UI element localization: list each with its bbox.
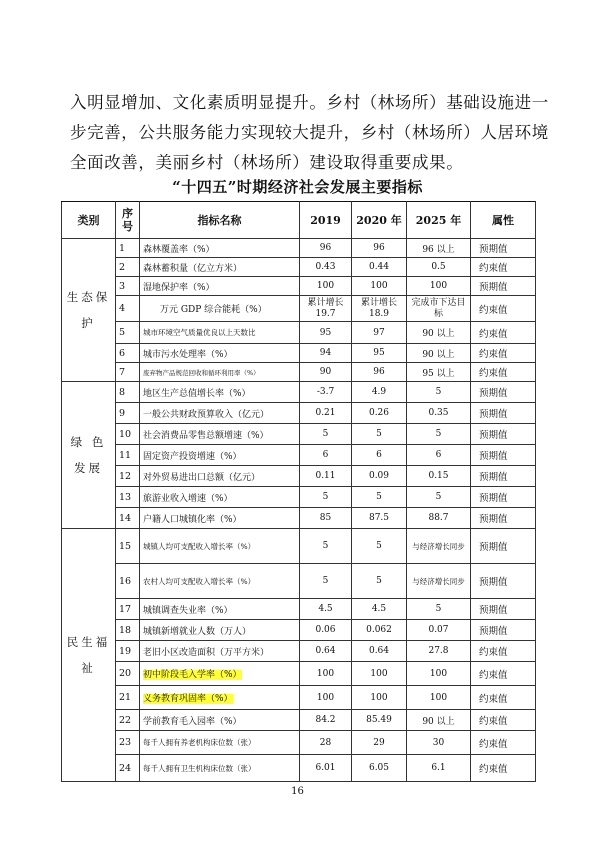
row-no: 24 [116, 755, 140, 782]
table-row [62, 403, 536, 424]
row-2025: 6 [407, 445, 471, 466]
header-name: 指标名称 [140, 202, 300, 239]
table-header-row [62, 202, 536, 239]
row-2020: 4.9 [352, 382, 407, 403]
row-name: 每千人拥有卫生机构床位数（张） [140, 755, 300, 782]
row-2020: 5 [352, 529, 407, 564]
row-2020: 96 [352, 239, 407, 258]
row-no: 6 [116, 344, 140, 363]
row-2025: 5 [407, 599, 471, 620]
row-2025: 100 [407, 686, 471, 710]
row-2020: 100 [352, 277, 407, 296]
row-no: 22 [116, 710, 140, 731]
row-attr: 预期值 [471, 508, 536, 529]
row-attr: 约束值 [471, 641, 536, 662]
row-name: 废弃物产品规范回收和循环利用率（%） [140, 363, 300, 382]
row-2020: 0.062 [352, 620, 407, 641]
row-2025: 0.07 [407, 620, 471, 641]
intro-line-1: 入明显增加、文化素质明显提升。乡村（林场所）基础设施进一 [70, 93, 549, 112]
row-name: 每千人拥有养老机构床位数（张） [140, 731, 300, 755]
row-attr: 约束值 [471, 296, 536, 322]
table-row [62, 466, 536, 487]
page-number: 16 [291, 786, 304, 797]
row-name: 森林覆盖率（%） [140, 239, 300, 258]
row-2025: 5 [407, 424, 471, 445]
row-no: 5 [116, 322, 140, 344]
row-no: 14 [116, 508, 140, 529]
row-name: 户籍人口城镇化率（%） [140, 508, 300, 529]
row-2020: 100 [352, 662, 407, 686]
row-2019: 0.11 [300, 466, 352, 487]
row-name: 对外贸易进出口总额（亿元） [140, 466, 300, 487]
row-2025: 90 以上 [407, 322, 471, 344]
row-2020: 5 [352, 564, 407, 599]
row-2019: 90 [300, 363, 352, 382]
table-row [62, 564, 536, 599]
row-2019: 0.64 [300, 641, 352, 662]
table-row [62, 487, 536, 508]
table-row [62, 258, 536, 277]
table-row [62, 641, 536, 662]
row-2020: 85.49 [352, 710, 407, 731]
row-2019: 累计增长 19.7 [300, 296, 352, 322]
table-row [62, 424, 536, 445]
row-no: 18 [116, 620, 140, 641]
row-no: 2 [116, 258, 140, 277]
row-no: 8 [116, 382, 140, 403]
row-2025: 6.1 [407, 755, 471, 782]
row-2019: 84.2 [300, 710, 352, 731]
row-2020: 4.5 [352, 599, 407, 620]
row-attr: 预期值 [471, 445, 536, 466]
table-title: “十四五”时期经济社会发展主要指标 [172, 178, 423, 196]
row-2019: 5 [300, 564, 352, 599]
indicators-table [61, 201, 536, 782]
row-attr: 预期值 [471, 403, 536, 424]
header-category: 类别 [62, 202, 116, 239]
row-attr: 约束值 [471, 344, 536, 363]
row-no: 1 [116, 239, 140, 258]
row-no: 21 [116, 686, 140, 710]
intro-line-3: 全面改善，美丽乡村（林场所）建设取得重要成果。 [70, 153, 464, 172]
row-no: 20 [116, 662, 140, 686]
table-row [62, 599, 536, 620]
category-green [62, 382, 116, 529]
row-name: 地区生产总值增长率（%） [140, 382, 300, 403]
row-name: 城市污水处理率（%） [140, 344, 300, 363]
row-attr: 预期值 [471, 466, 536, 487]
row-attr: 预期值 [471, 529, 536, 564]
row-2025: 96 以上 [407, 239, 471, 258]
table-row [62, 382, 536, 403]
row-2020: 5 [352, 487, 407, 508]
row-2020: 6.05 [352, 755, 407, 782]
row-attr: 预期值 [471, 382, 536, 403]
category-eco-label: 生态保护 [66, 290, 111, 330]
highlight-mark: 初中阶段毛入学率（%） [143, 670, 242, 680]
category-green-label: 绿 色发展 [70, 435, 107, 475]
row-2019: 100 [300, 277, 352, 296]
row-2025: 95 以上 [407, 363, 471, 382]
table-row [62, 363, 536, 382]
row-no: 10 [116, 424, 140, 445]
row-2025: 90 以上 [407, 344, 471, 363]
row-2019: 100 [300, 686, 352, 710]
row-2019: 95 [300, 322, 352, 344]
row-2019: 5 [300, 487, 352, 508]
row-no: 16 [116, 564, 140, 599]
row-no: 13 [116, 487, 140, 508]
table-row [62, 239, 536, 258]
row-2020: 100 [352, 686, 407, 710]
row-attr: 约束值 [471, 363, 536, 382]
row-no: 19 [116, 641, 140, 662]
row-2020: 87.5 [352, 508, 407, 529]
row-2019: 28 [300, 731, 352, 755]
table-row [62, 731, 536, 755]
header-2020: 2020 年 [352, 202, 407, 239]
row-2025: 0.5 [407, 258, 471, 277]
table-row [62, 686, 536, 710]
row-2025: 与经济增长同步 [407, 529, 471, 564]
row-2020: 累计增长 18.9 [352, 296, 407, 322]
header-2019: 2019 [300, 202, 352, 239]
table-row [62, 710, 536, 731]
row-no: 7 [116, 363, 140, 382]
row-name-highlighted [140, 662, 300, 686]
row-2025: 30 [407, 731, 471, 755]
row-name: 城镇人均可支配收入增长率（%） [140, 529, 300, 564]
table-row [62, 296, 536, 322]
row-2020: 0.26 [352, 403, 407, 424]
row-2020: 5 [352, 424, 407, 445]
row-2025: 0.15 [407, 466, 471, 487]
row-attr: 预期值 [471, 620, 536, 641]
row-attr: 约束值 [471, 755, 536, 782]
row-no: 23 [116, 731, 140, 755]
row-no: 12 [116, 466, 140, 487]
row-2025: 0.35 [407, 403, 471, 424]
row-2019: 5 [300, 529, 352, 564]
row-2019: 6.01 [300, 755, 352, 782]
row-no: 17 [116, 599, 140, 620]
row-attr: 约束值 [471, 731, 536, 755]
row-attr: 预期值 [471, 599, 536, 620]
row-2025: 5 [407, 382, 471, 403]
header-2025: 2025 年 [407, 202, 471, 239]
row-name: 城镇调查失业率（%） [140, 599, 300, 620]
row-attr: 约束值 [471, 322, 536, 344]
row-2025: 27.8 [407, 641, 471, 662]
row-2019: 0.43 [300, 258, 352, 277]
row-2019: 96 [300, 239, 352, 258]
row-name: 社会消费品零售总额增速（%） [140, 424, 300, 445]
row-2025: 90 以上 [407, 710, 471, 731]
table-row [62, 620, 536, 641]
row-2019: 0.06 [300, 620, 352, 641]
table-row [62, 445, 536, 466]
row-attr: 预期值 [471, 564, 536, 599]
row-attr: 预期值 [471, 487, 536, 508]
table-row [62, 277, 536, 296]
intro-line-2: 步完善，公共服务能力实现较大提升，乡村（林场所）人居环境 [70, 123, 549, 142]
row-2020: 0.64 [352, 641, 407, 662]
highlight-mark: 义务教育巩固率（%） [143, 694, 233, 704]
row-2025: 完成市下达目标 [407, 296, 471, 322]
table-row [62, 755, 536, 782]
row-name: 湿地保护率（%） [140, 277, 300, 296]
row-no: 9 [116, 403, 140, 424]
row-2025: 100 [407, 277, 471, 296]
row-2020: 29 [352, 731, 407, 755]
row-name: 农村人均可支配收入增长率（%） [140, 564, 300, 599]
row-2020: 0.09 [352, 466, 407, 487]
row-name: 学前教育毛入园率（%） [140, 710, 300, 731]
row-name: 老旧小区改造面积（万平方米） [140, 641, 300, 662]
table-row [62, 344, 536, 363]
row-attr: 约束值 [471, 662, 536, 686]
table-row [62, 662, 536, 686]
row-attr: 预期值 [471, 239, 536, 258]
row-name: 万元 GDP 综合能耗（%） [140, 296, 300, 322]
row-attr: 约束值 [471, 258, 536, 277]
table-row [62, 508, 536, 529]
row-name: 固定资产投资增速（%） [140, 445, 300, 466]
row-attr: 约束值 [471, 710, 536, 731]
row-no: 11 [116, 445, 140, 466]
row-2020: 6 [352, 445, 407, 466]
row-name: 森林蓄积量（亿立方米） [140, 258, 300, 277]
category-welfare-label: 民生福祉 [66, 635, 111, 675]
row-name: 城镇新增就业人数（万人） [140, 620, 300, 641]
row-2025: 100 [407, 662, 471, 686]
row-2025: 与经济增长同步 [407, 564, 471, 599]
row-name-highlighted [140, 686, 300, 710]
category-eco [62, 239, 116, 382]
row-2025: 88.7 [407, 508, 471, 529]
table-row [62, 529, 536, 564]
row-attr: 预期值 [471, 277, 536, 296]
row-2019: 6 [300, 445, 352, 466]
row-no: 15 [116, 529, 140, 564]
row-2020: 97 [352, 322, 407, 344]
row-name: 旅游业收入增速（%） [140, 487, 300, 508]
row-name: 城市环境空气质量优良以上天数比 [140, 322, 300, 344]
row-2020: 95 [352, 344, 407, 363]
row-attr: 预期值 [471, 424, 536, 445]
row-2019: 85 [300, 508, 352, 529]
header-seq: 序号 [116, 202, 140, 239]
row-name: 一般公共财政预算收入（亿元） [140, 403, 300, 424]
row-2019: 0.21 [300, 403, 352, 424]
row-2019: 100 [300, 662, 352, 686]
row-2019: -3.7 [300, 382, 352, 403]
row-no: 3 [116, 277, 140, 296]
row-2025: 5 [407, 487, 471, 508]
row-2020: 96 [352, 363, 407, 382]
row-no: 4 [116, 296, 140, 322]
row-attr: 约束值 [471, 686, 536, 710]
category-welfare [62, 529, 116, 782]
row-2019: 5 [300, 424, 352, 445]
table-row [62, 322, 536, 344]
row-2020: 0.44 [352, 258, 407, 277]
row-2019: 94 [300, 344, 352, 363]
header-attr: 属性 [471, 202, 536, 239]
row-2019: 4.5 [300, 599, 352, 620]
